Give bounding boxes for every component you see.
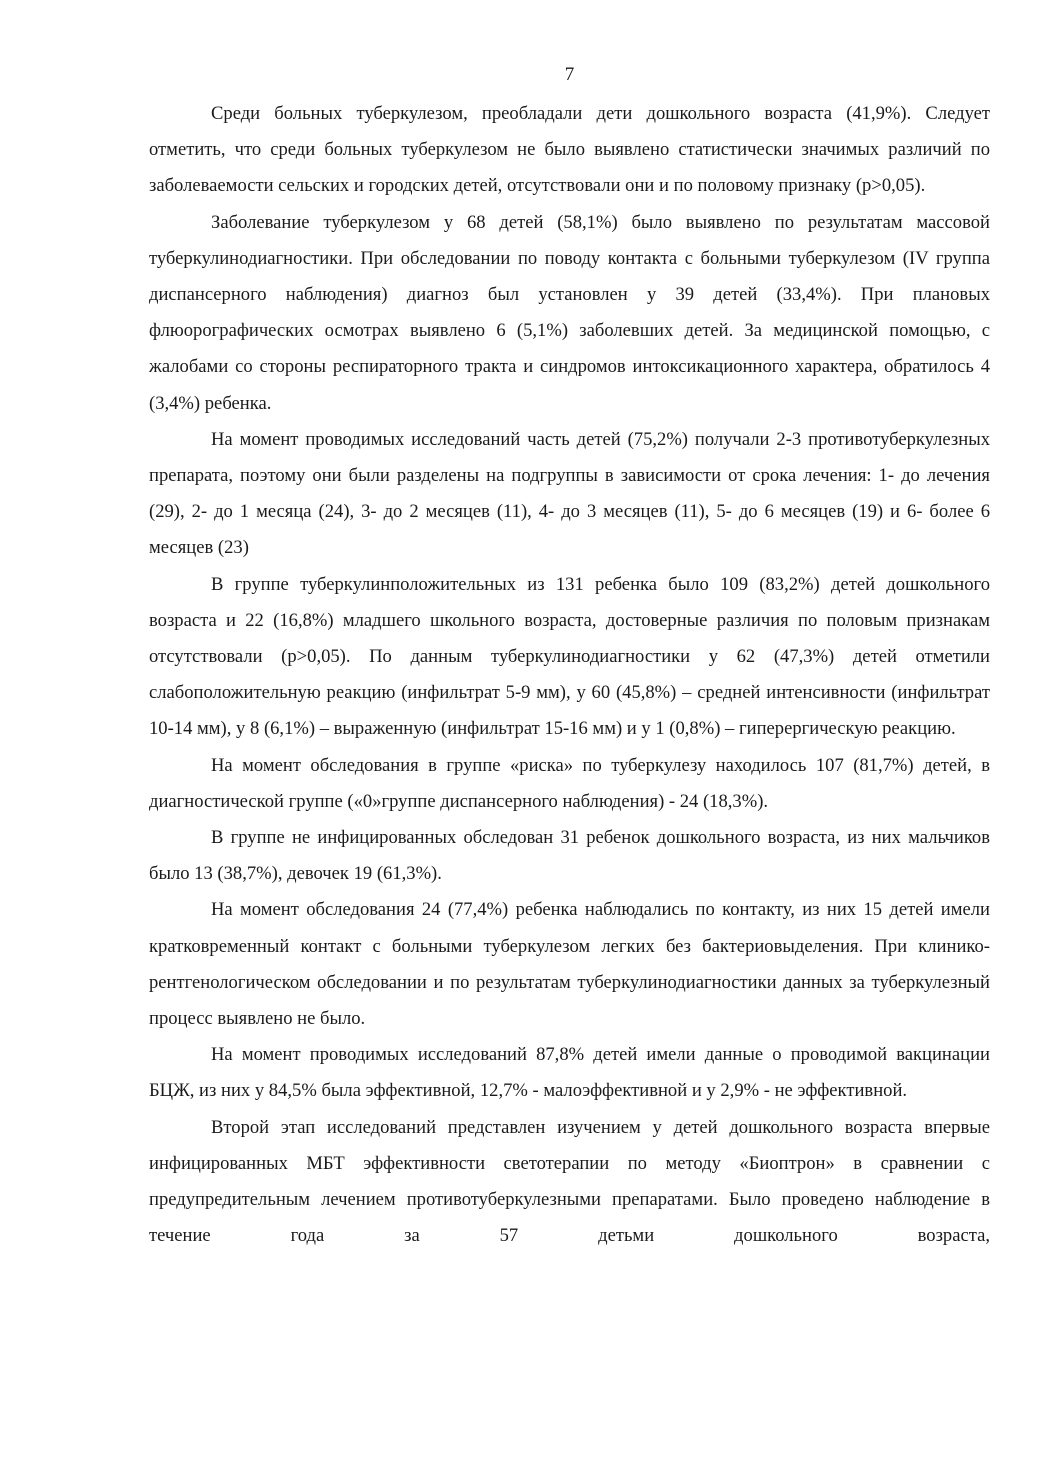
page-number: 7 (564, 64, 575, 85)
paragraph-1: Среди больных туберкулезом, преобладали дети дошкольного возраста (41,9%). Следует отметить, что среди больных туберкулезом не было выявлено статистически значимых различий по заболеваемости сельских и городских детей, отсутствовали они и по половому признаку (p>0,05). (149, 103, 990, 197)
paragraph-2: Заболевание туберкулезом у 68 детей (58,1%) было выявлено по результатам массовой туберкулинодиагностики. При обследовании по поводу контакта с больными туберкулезом (IV группа диспансерного наблюдения) диагноз был установлен у 39 детей (33,4%). При плановых флюорографических осмотрах выявлено 6 (5,1%) заболевших детей. За медицинской помощью, с жалобами со стороны респираторного тракта и синдромов интоксикационного характера, обратилось 4 (3,4%) ребенка. (149, 211, 990, 414)
paragraph-4: В группе туберкулинположительных из 131 ребенка было 109 (83,2%) детей дошкольного возраста и 22 (16,8%) младшего школьного возраста, достоверные различия по половым признакам отсутствовали (p>0,05). По данным туберкулинодиагностики у 62 (47,3%) детей отметили слабоположительную реакцию (инфильтрат 5-9 мм), у 60 (45,8%) – средней интенсивности (инфильтрат 10-14 мм), у 8 (6,1%) – выраженную (инфильтрат 15-16 мм) и у 1 (0,8%) – гиперергическую реакцию. (149, 573, 990, 740)
paragraph-5: На момент обследования в группе «риска» по туберкулезу находилось 107 (81,7%) детей, в диагностической группе («0»группе диспансерного наблюдения) - 24 (18,3%). (149, 754, 990, 812)
paragraph-7: На момент обследования 24 (77,4%) ребенка наблюдались по контакту, из них 15 детей имели кратковременный контакт с больными туберкулезом легких без бактериовыделения. При клинико-рентгенологическом обследовании и по результатам туберкулинодиагностики данных за туберкулезный процесс выявлено не было. (149, 899, 990, 1030)
paragraph-9: Второй этап исследований представлен изучением у детей дошкольного возраста впервые инфицированных МБТ эффективности светотерапии по методу «Биоптрон» в сравнении с предупредительным лечением противотуберкулезными препаратами. Было проведено наблюдение в течение года за 57 детьми дошкольного возраста, (149, 1116, 990, 1247)
paragraph-8: На момент проводимых исследований 87,8% детей имели данные о проводимой вакцинации БЦЖ, из них у 84,5% была эффективной, 12,7% - малоэффективной и у 2,9% - не эффективной. (149, 1044, 990, 1102)
document-body (149, 96, 990, 1255)
paragraph-6: В группе не инфицированных обследован 31 ребенок дошкольного возраста, из них мальчиков было 13 (38,7%), девочек 19 (61,3%). (149, 827, 990, 885)
paragraph-3: На момент проводимых исследований часть детей (75,2%) получали 2-3 противотуберкулезных препарата, поэтому они были разделены на подгруппы в зависимости от срока лечения: 1- до лечения (29), 2- до 1 месяца (24), 3- до 2 месяцев (11), 4- до 3 месяцев (11), 5- до 6 месяцев (19) и 6- более 6 месяцев (23) (149, 428, 990, 559)
